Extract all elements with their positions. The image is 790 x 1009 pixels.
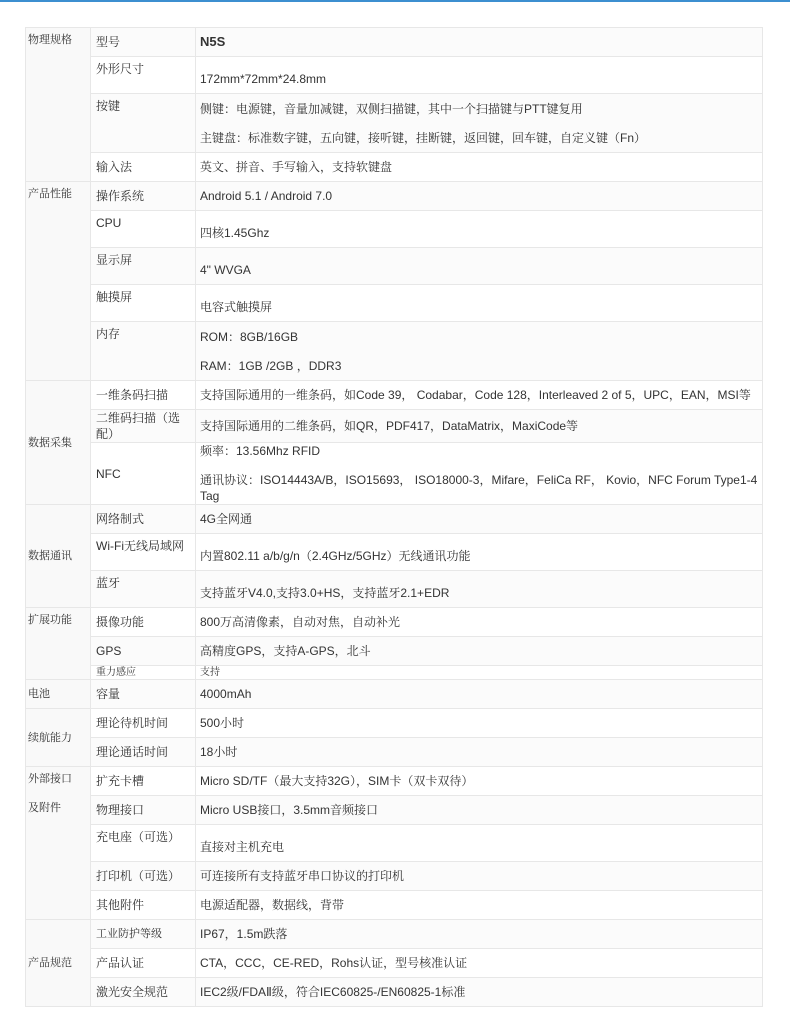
row-value-memory [196, 322, 763, 381]
table-row [26, 767, 763, 796]
table-row [26, 825, 763, 862]
row-label-keys: 按键 [91, 94, 196, 153]
row-label-touch: 触摸屏 [91, 285, 196, 322]
table-row [26, 862, 763, 891]
table-row [26, 381, 763, 410]
row-label-ip-rating: 工业防护等级 [91, 920, 196, 949]
nfc-line-frequency: 频率：13.56Mhz RFID [200, 444, 321, 458]
category-external-line-1: 外部接口 [28, 773, 72, 785]
row-label-bluetooth: 蓝牙 [91, 571, 196, 608]
category-expansion: 扩展功能 [26, 608, 91, 680]
row-label-talk: 理论通话时间 [91, 738, 196, 767]
table-row [26, 94, 763, 153]
table-row [26, 891, 763, 920]
category-endurance: 续航能力 [26, 709, 91, 767]
category-external-interface [26, 767, 91, 920]
row-label-input: 输入法 [91, 153, 196, 182]
table-row [26, 920, 763, 949]
category-external-line-2: 及附件 [28, 802, 61, 814]
row-label-laser: 激光安全规范 [91, 978, 196, 1007]
row-label-capacity: 容量 [91, 680, 196, 709]
table-row [26, 796, 763, 825]
table-row [26, 709, 763, 738]
row-value-cradle: 直接对主机充电 [196, 825, 763, 862]
row-label-os: 操作系统 [91, 182, 196, 211]
row-value-nfc [196, 443, 763, 505]
table-row [26, 322, 763, 381]
table-row [26, 505, 763, 534]
row-value-bluetooth: 支持蓝牙V4.0,支持3.0+HS，支持蓝牙2.1+EDR [196, 571, 763, 608]
row-label-size: 外形尺寸 [91, 57, 196, 94]
row-value-display: 4" WVGA [196, 248, 763, 285]
row-value-input: 英文、拼音、手写输入，支持软键盘 [196, 153, 763, 182]
row-label-camera: 摄像功能 [91, 608, 196, 637]
category-data-collection: 数据采集 [26, 381, 91, 505]
row-value-network: 4G全网通 [196, 505, 763, 534]
row-value-barcode-1d: 支持国际通用的一维条码，如Code 39， Codabar，Code 128，Interleaved 2 of 5，UPC，EAN，MSI等 [196, 381, 763, 410]
row-label-certification: 产品认证 [91, 949, 196, 978]
row-label-gps: GPS [91, 637, 196, 666]
table-row [26, 978, 763, 1007]
row-value-laser: IEC2级/FDAⅡ级，符合IEC60825-/EN60825-1标准 [196, 978, 763, 1007]
row-value-barcode-2d: 支持国际通用的二维条码，如QR，PDF417，DataMatrix，MaxiCode等 [196, 410, 763, 443]
row-value-keys [196, 94, 763, 153]
row-label-nfc: NFC [91, 443, 196, 505]
row-label-barcode-2d: 二维码扫描（选配） [91, 410, 196, 443]
row-label-wifi: Wi-Fi无线局域网 [91, 534, 196, 571]
table-row [26, 571, 763, 608]
row-value-standby: 500小时 [196, 709, 763, 738]
table-row [26, 443, 763, 505]
keys-line-main: 主键盘：标准数字键，五向键，接听键，挂断键，返回键，回车键，自定义键（Fn） [200, 130, 647, 145]
row-value-certification: CTA，CCC，CE-RED，Rohs认证，型号核准认证 [196, 949, 763, 978]
row-label-accessories: 其他附件 [91, 891, 196, 920]
row-value-talk: 18小时 [196, 738, 763, 767]
row-label-standby: 理论待机时间 [91, 709, 196, 738]
category-performance: 产品性能 [26, 182, 91, 381]
table-row [26, 248, 763, 285]
memory-line-ram: RAM：1GB /2GB ，DDR3 [200, 358, 342, 373]
table-row [26, 534, 763, 571]
category-physical: 物理规格 [26, 28, 91, 182]
row-label-gravity: 重力感应 [91, 666, 196, 680]
table-row [26, 28, 763, 57]
row-label-network: 网络制式 [91, 505, 196, 534]
row-value-wifi: 内置802.11 a/b/g/n（2.4GHz/5GHz）无线通讯功能 [196, 534, 763, 571]
row-label-model: 型号 [91, 28, 196, 57]
row-value-ip-rating: IP67，1.5m跌落 [196, 920, 763, 949]
row-value-size: 172mm*72mm*24.8mm [196, 57, 763, 94]
row-value-accessories: 电源适配器，数据线，背带 [196, 891, 763, 920]
table-row [26, 153, 763, 182]
row-value-gravity: 支持 [196, 666, 763, 680]
table-row [26, 680, 763, 709]
spec-table [25, 27, 763, 1007]
table-row [26, 608, 763, 637]
table-row [26, 211, 763, 248]
table-row [26, 285, 763, 322]
row-value-camera: 800万高清像素，自动对焦，自动补光 [196, 608, 763, 637]
table-row [26, 738, 763, 767]
row-value-printer: 可连接所有支持蓝牙串口协议的打印机 [196, 862, 763, 891]
row-label-display: 显示屏 [91, 248, 196, 285]
row-label-cpu: CPU [91, 211, 196, 248]
row-value-touch: 电容式触摸屏 [196, 285, 763, 322]
row-label-card-slot: 扩充卡槽 [91, 767, 196, 796]
table-row [26, 182, 763, 211]
table-row [26, 666, 763, 680]
nfc-line-protocol: 通讯协议：ISO14443A/B，ISO15693， ISO18000-3，Mifare，FeliCa RF， Kovio，NFC Forum Type1-4 Tag [200, 473, 758, 503]
row-value-gps: 高精度GPS，支持A-GPS，北斗 [196, 637, 763, 666]
category-battery: 电池 [26, 680, 91, 709]
top-accent-rule [0, 0, 790, 2]
category-product-spec: 产品规范 [26, 920, 91, 1007]
row-value-card-slot: Micro SD/TF（最大支持32G），SIM卡（双卡双待） [196, 767, 763, 796]
category-data-comm: 数据通讯 [26, 505, 91, 608]
row-value-model: N5S [196, 28, 763, 57]
table-row [26, 57, 763, 94]
row-value-capacity: 4000mAh [196, 680, 763, 709]
row-label-printer: 打印机（可选） [91, 862, 196, 891]
table-row [26, 949, 763, 978]
row-label-memory: 内存 [91, 322, 196, 381]
row-value-physical-port: Micro USB接口，3.5mm音频接口 [196, 796, 763, 825]
row-label-physical-port: 物理接口 [91, 796, 196, 825]
row-label-barcode-1d: 一维条码扫描 [91, 381, 196, 410]
memory-line-rom: ROM：8GB/16GB [200, 329, 299, 344]
table-row [26, 637, 763, 666]
keys-line-side: 侧键：电源键，音量加减键，双侧扫描键，其中一个扫描键与PTT键复用 [200, 101, 583, 116]
row-value-cpu: 四核1.45Ghz [196, 211, 763, 248]
row-label-cradle: 充电座（可选） [91, 825, 196, 862]
row-value-os: Android 5.1 / Android 7.0 [196, 182, 763, 211]
table-row [26, 410, 763, 443]
